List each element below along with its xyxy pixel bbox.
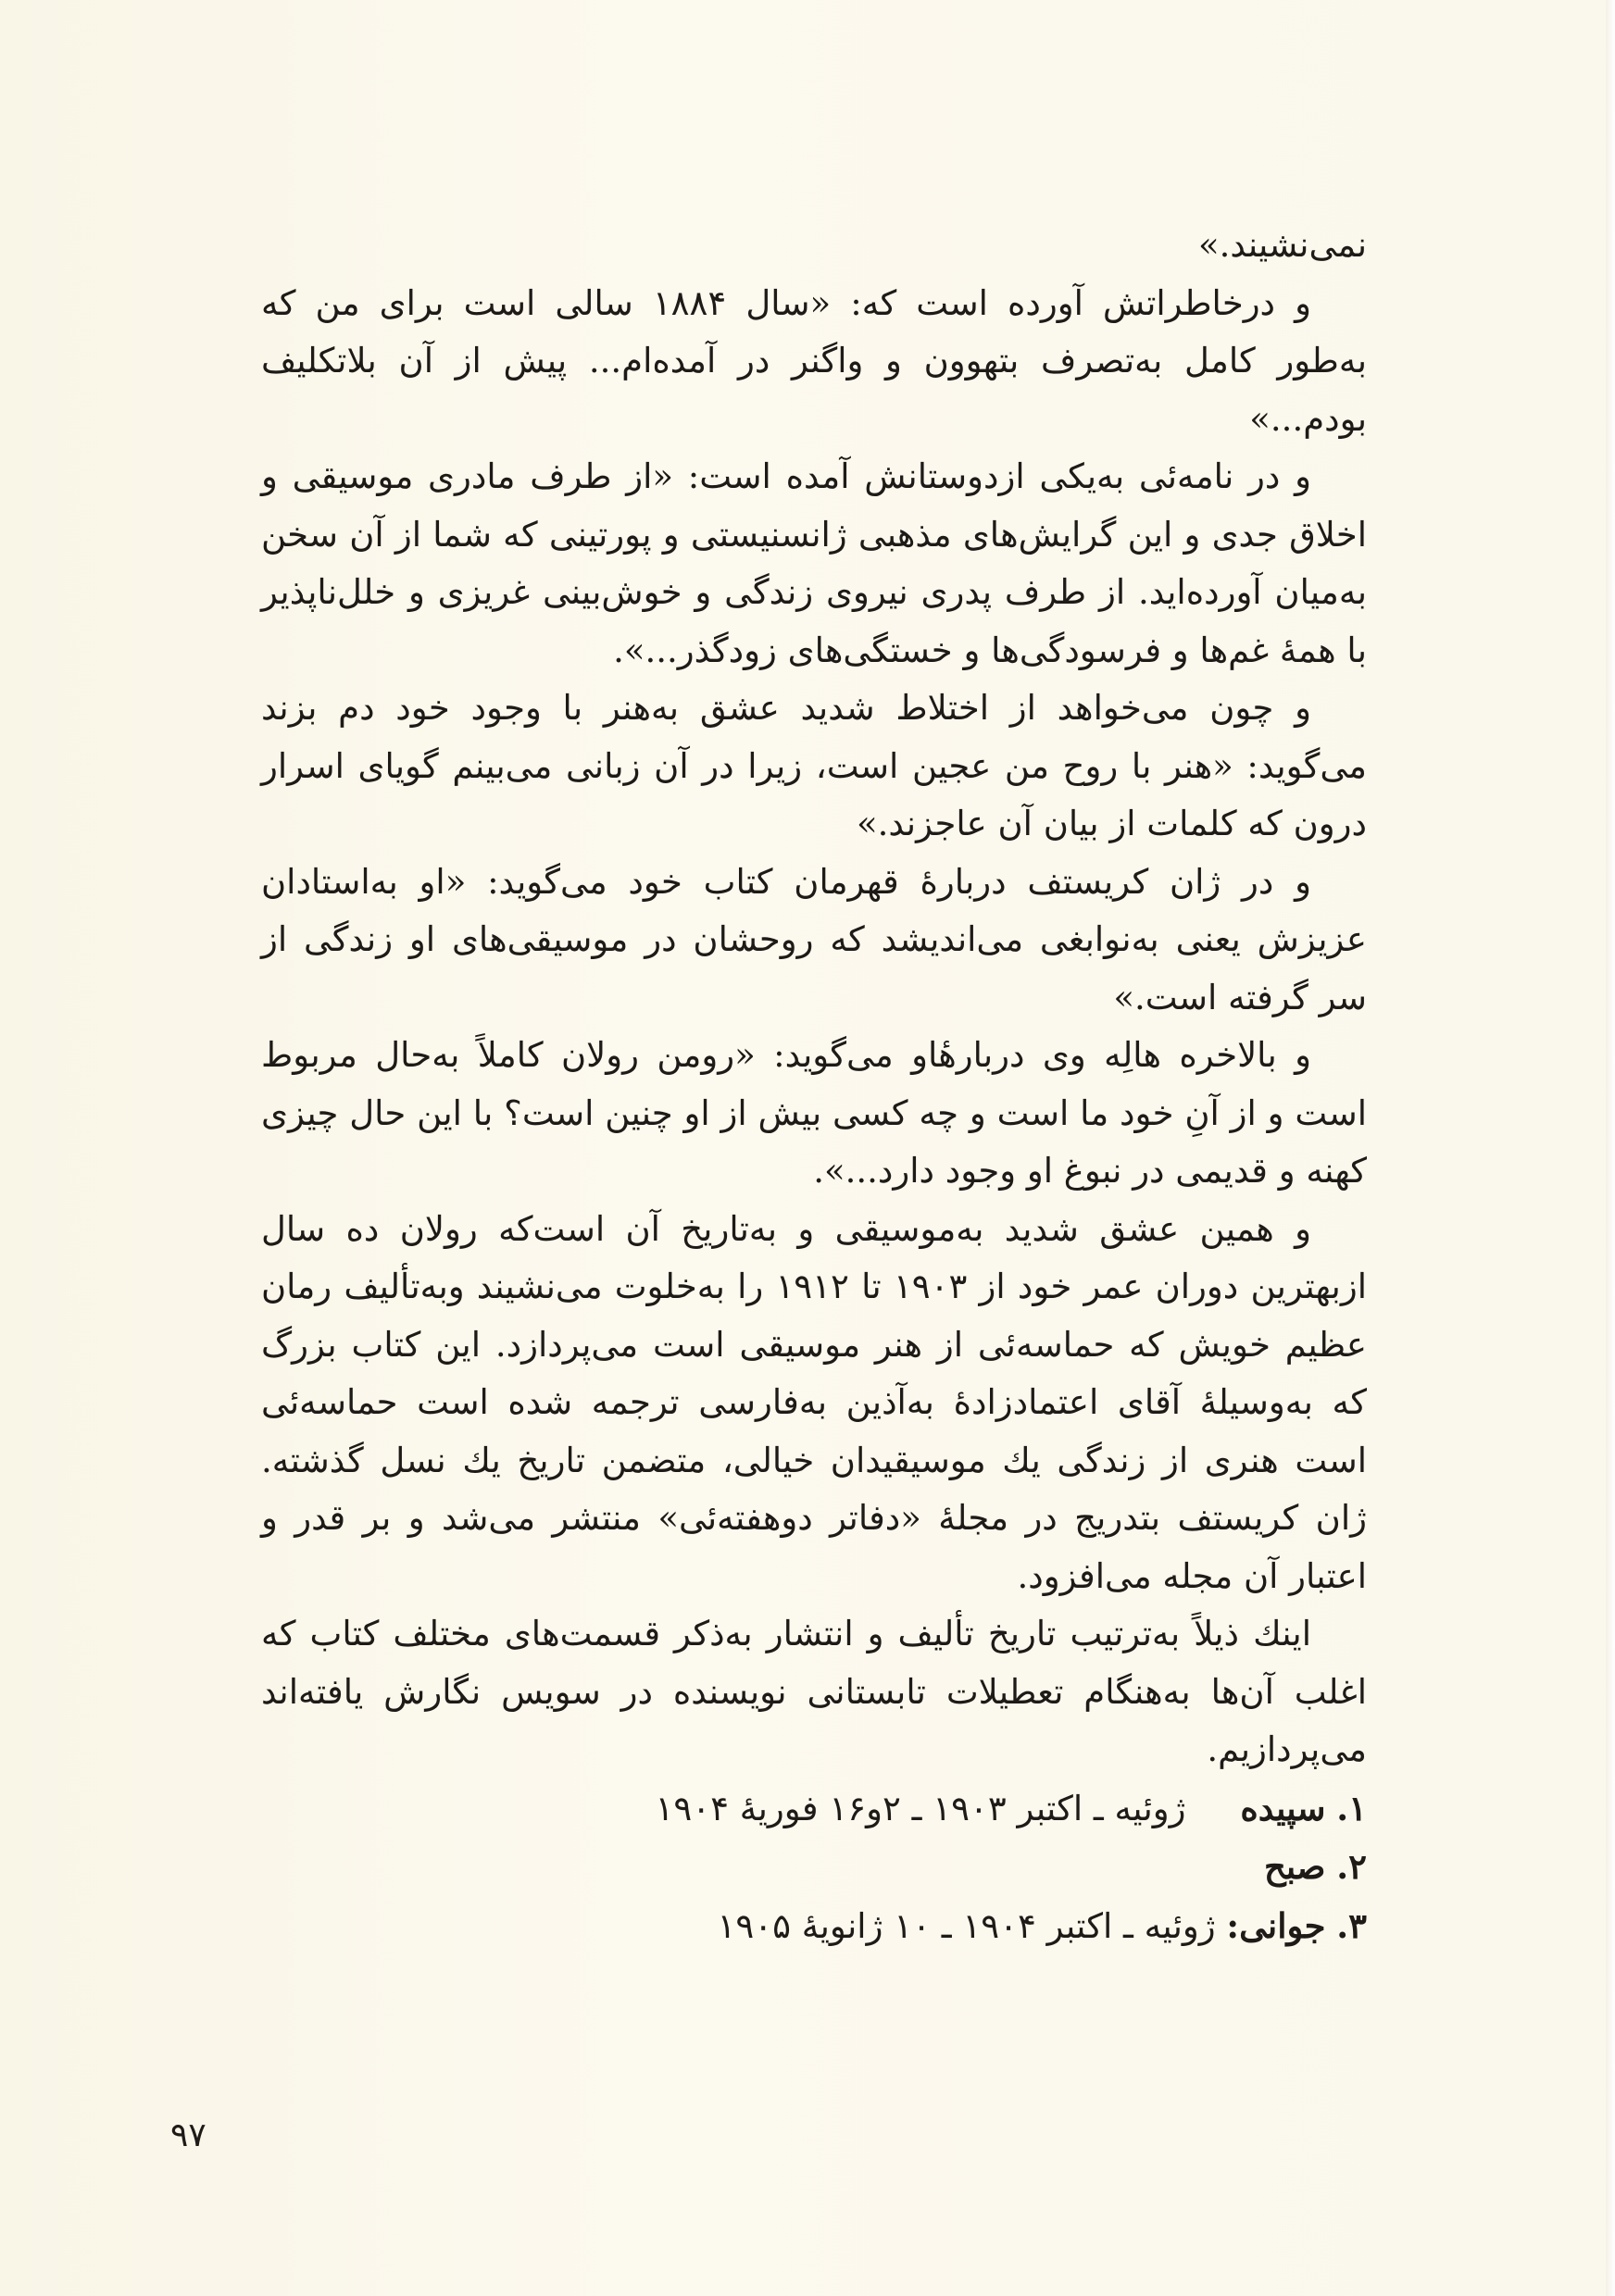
list-item-detail: ژوئیه ـ اکتبر ۱۹۰۳ ـ ۲و۱۶ فوریهٔ ۱۹۰۴ [655,1788,1186,1828]
list-item-number: ۲. [1336,1846,1367,1887]
paragraph-3: و در نامه‌ئی به‌یکی ازدوستانش آمده است: «از طرف مادری موسیقی و اخلاق جدی و این گرایش‌های مذهبی ژانسنیستی و پورتینی که شما از آن سخن به‌میان آورده‌اید. از طرف پدری نیروی زندگی و خوش‌بینی غریزی و خلل‌ناپذیر با همهٔ غم‌ها و فرسودگی‌ها و خستگی‌های زودگذر...». [261,456,1367,670]
list-item [261,1838,1367,1897]
paragraph-2: و درخاطراتش آورده است که: «سال ۱۸۸۴ سالی است برای من که به‌طور کامل به‌تصرف بتهوون و واگنر در آمده‌ام... پیش از آن بلاتکلیف بودم...» [261,282,1367,439]
paragraph-1: نمی‌نشیند.» [1198,225,1367,265]
list-item-number: ۳. [1336,1904,1367,1946]
list-item-number: ۱. [1336,1787,1367,1828]
page-number: ۹۷ [170,2116,207,2154]
paragraph-8: اینك ذیلاً به‌ترتیب تاریخ تألیف و انتشار به‌ذکر قسمت‌های مختلف کتاب که اغلب آن‌ها به‌هنگام تعطیلات تابستانی نویسنده در سویس نگارش یافته‌اند می‌پردازیم. [261,1614,1367,1769]
paragraph-4: و چون می‌خواهد از اختلاط شدید عشق به‌هنر با وجود خود دم بزند می‌گوید: «هنر با روح من عجین است، زیرا در آن زبانی می‌بینم گویای اسرار درون که کلمات از بیان آن عاجزند.» [261,688,1367,843]
page-edge [1606,0,1615,2296]
list-item-title: جوانی: [1226,1904,1326,1946]
body-text [261,217,1367,1955]
list-item-title: سپیده [1240,1787,1326,1828]
paragraph-7: و همین عشق شدید به‌موسیقی و به‌تاریخ آن است‌که رولان ده سال ازبهترین دوران عمر خود از ۱۹۰۳ تا ۱۹۱۲ را به‌خلوت می‌نشیند وبه‌تألیف رمان عظیم خویش که حماسه‌ئی از هنر موسیقی است می‌پردازد. این کتاب بزرگ که به‌وسیلهٔ آقای اعتمادزادهٔ به‌آذین به‌فارسی ترجمه شده است حماسه‌ئی است هنری از زندگی یك موسیقیدان خیالی، متضمن تاریخ یك نسل گذشته. ژان کریستف بتدریج در مجلهٔ «دفاتر دوهفته‌ئی» منتشر می‌شد و بر قدر و اعتبار آن مجله می‌افزود. [261,1208,1367,1596]
list-item [261,1897,1367,1956]
list-item [261,1779,1367,1839]
volume-list [261,1779,1367,1956]
list-item-detail: ژوئیه ـ اکتبر ۱۹۰۴ ـ ۱۰ ژانویهٔ ۱۹۰۵ [717,1905,1216,1946]
paragraph-6: و بالاخره هالِه وی دربارهٔاو می‌گوید: «رومن رولان کاملاً به‌حال مربوط است و از آنِ خود ما است و چه کسی بیش از او چنین است؟ با این حال چیزی کهنه و قدیمی در نبوغ او وجود دارد...». [261,1035,1367,1191]
paragraph-5: و در ژان کریستف دربارهٔ قهرمان کتاب خود می‌گوید: «او به‌استادان عزیزش یعنی به‌نوابغی می‌اندیشد که روحشان در موسیقی‌های او زندگی از سر گرفته است.» [261,861,1367,1017]
list-item-title: صبح [1264,1846,1326,1887]
